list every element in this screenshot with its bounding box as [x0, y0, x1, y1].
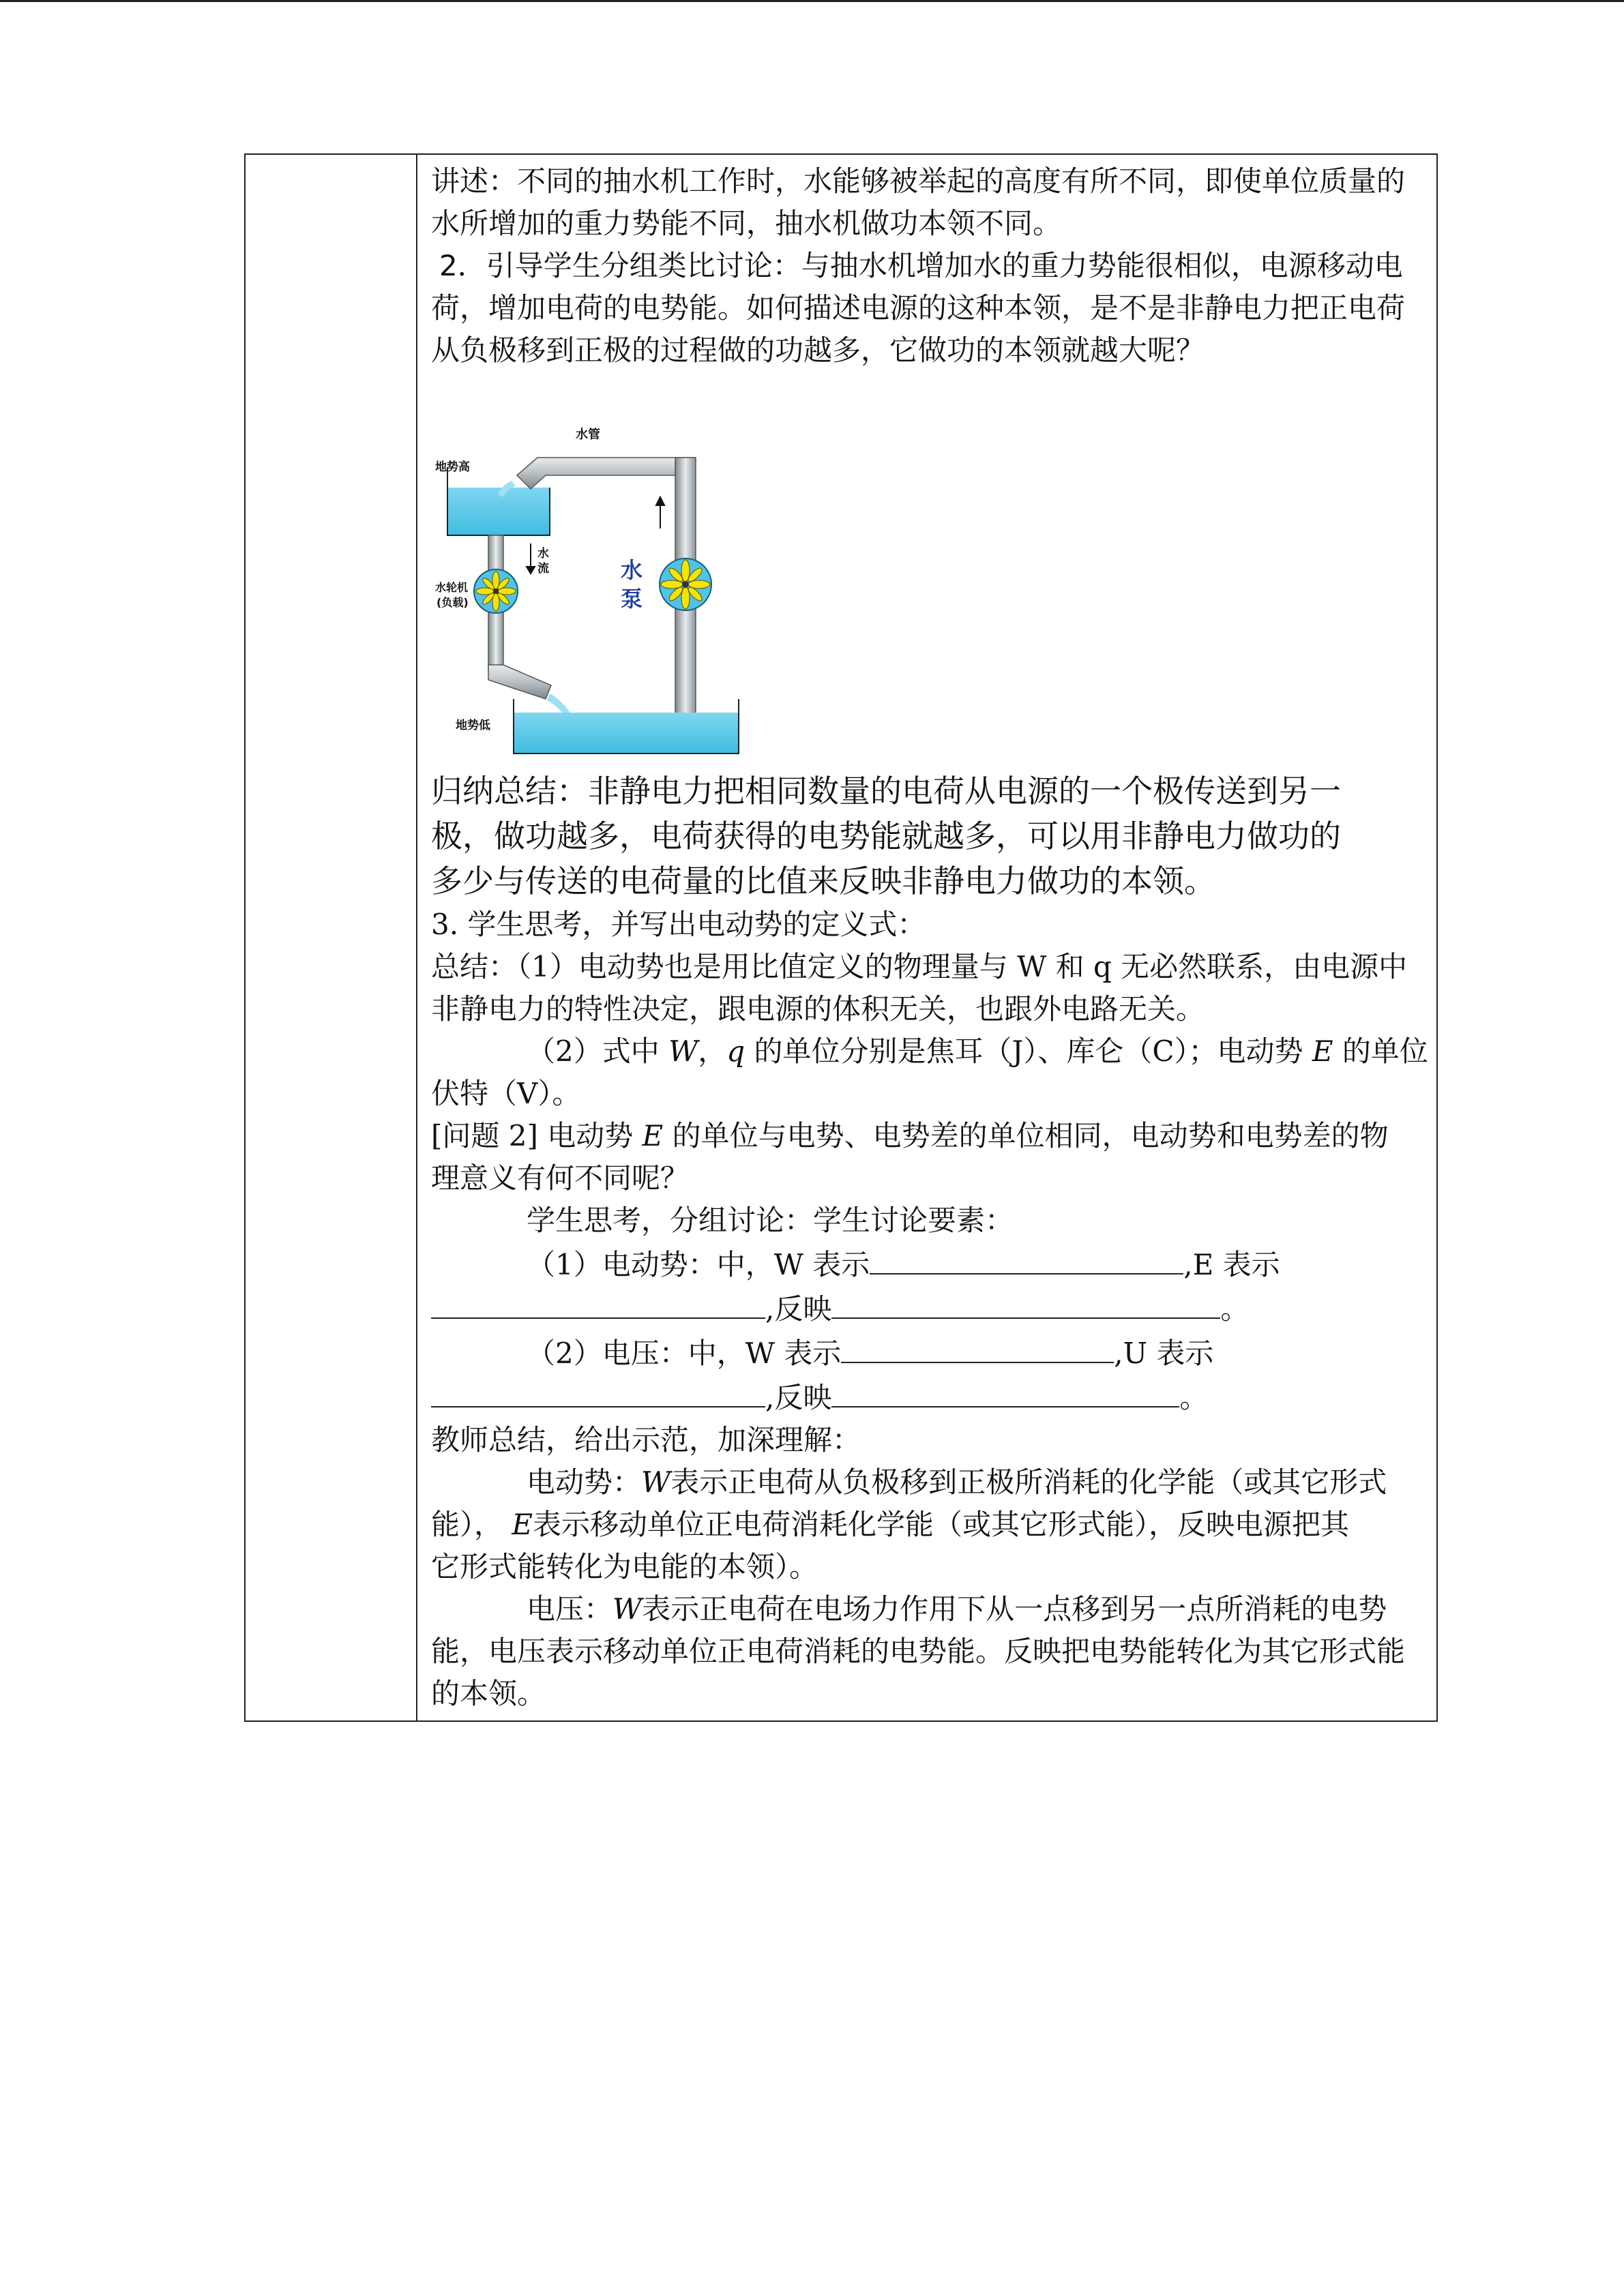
emf-e-blank[interactable] — [431, 1286, 765, 1319]
paragraph-guide-1: 2．引导学生分组类比讨论：与抽水机增加水的重力势能很相似，电源移动电 — [439, 249, 1403, 282]
emf-w-blank[interactable] — [870, 1242, 1183, 1274]
conclusion-line-2: 非静电力的特性决定，跟电源的体积无关，也跟外电路无关。 — [431, 992, 1205, 1026]
pipe-label: 水管 — [576, 428, 600, 442]
teacher-emf-line-1: 电动势：W表示正电荷从负极移到正极所消耗的化学能（或其它形式 — [527, 1465, 1387, 1499]
discussion-emf-line-1: （1）电动势：中，W 表示 ,E 表示 — [431, 1242, 1428, 1286]
low-ground-label: 地势低 — [456, 719, 490, 732]
main-content-cell — [417, 154, 1437, 1721]
flow-label-1: 水 — [537, 547, 549, 561]
voltage-reflect-blank[interactable] — [831, 1375, 1179, 1407]
flow-down-arrow — [527, 543, 535, 573]
pump-wheel — [660, 558, 711, 610]
pump-label-2: 泵 — [621, 586, 643, 612]
teacher-voltage-line-3: 的本领。 — [431, 1677, 546, 1710]
discussion-emf-line-2: ,反映 。 — [431, 1286, 1428, 1330]
teacher-voltage-line-2: 能，电压表示移动单位正电荷消耗的电势能。反映把电势能转化为其它形式能 — [431, 1635, 1406, 1668]
question-2-line-1: [问题 2] 电动势 E 的单位与电势、电势差的单位相同，电动势和电势差的物 — [431, 1119, 1389, 1152]
teacher-voltage-line-1: 电压：W表示正电荷在电场力作用下从一点移到另一点所消耗的电势 — [527, 1592, 1387, 1626]
summary-line-2: 极，做功越多，电荷获得的电势能就越多，可以用非静电力做功的 — [431, 818, 1341, 854]
conclusion-line-3: （2）式中 W，q 的单位分别是焦耳（J）、库仑（C）；电动势 E 的单位 — [527, 1034, 1428, 1068]
teacher-emf-line-3: 它形式能转化为电能的本领）。 — [431, 1550, 818, 1583]
summary-line-3: 多少与传送的电荷量的比值来反映非静电力做功的本领。 — [431, 863, 1215, 899]
paragraph-guide-2: 荷，增加电荷的电势能。如何描述电源的这种本领，是不是非静电力把正电荷 — [431, 291, 1406, 325]
turbine-label: 水轮机 — [435, 581, 469, 594]
voltage-w-blank[interactable] — [841, 1330, 1114, 1363]
paragraph-guide-3: 从负极移到正极的过程做的功越多，它做功的本领就越大呢？ — [431, 333, 1205, 367]
flow-label-2: 流 — [537, 562, 549, 576]
top-pipe — [517, 458, 694, 489]
lower-tank-water — [514, 713, 739, 754]
page-top-rule — [0, 0, 1624, 2]
conclusion-line-1: 总结：（1）电动势也是用比值定义的物理量与 W 和 q 无必然联系，由电源中 — [431, 950, 1408, 983]
step-3-line: 3. 学生思考，并写出电动势的定义式： — [431, 908, 926, 941]
discussion-intro: 学生思考，分组讨论：学生讨论要素： — [527, 1204, 1014, 1237]
conclusion-line-4: 伏特（V）。 — [431, 1077, 581, 1110]
discussion-voltage-line-2: ,反映 。 — [431, 1375, 1428, 1419]
turbine-wheel — [474, 569, 518, 613]
paragraph-narration-2: 水所增加的重力势能不同，抽水机做功本领不同。 — [431, 207, 1062, 240]
pump-label-1: 水 — [621, 557, 643, 583]
discussion-voltage-line-1: （2）电压：中，W 表示 ,U 表示 — [431, 1330, 1428, 1375]
left-column-cell — [245, 154, 417, 1721]
left-elbow-pipe — [488, 665, 551, 699]
high-ground-label: 地势高 — [435, 460, 470, 474]
paragraph-narration-1: 讲述：不同的抽水机工作时，水能够被举起的高度有所不同，即使单位质量的 — [431, 164, 1406, 198]
lesson-table — [244, 153, 1438, 1722]
voltage-u-blank[interactable] — [431, 1375, 765, 1407]
summary-line-1: 归纳总结：非静电力把相同数量的电荷从电源的一个极传送到另一 — [431, 773, 1341, 809]
pump-up-arrow — [656, 497, 664, 528]
emf-reflect-blank[interactable] — [831, 1286, 1220, 1319]
load-label: (负载) — [437, 596, 469, 609]
water-pump-analogy-figure — [435, 426, 749, 760]
question-2-line-2: 理意义有何不同呢？ — [431, 1161, 690, 1195]
water-circuit-diagram — [435, 426, 749, 760]
teacher-emf-line-2: 能）， E表示移动单位正电荷消耗化学能（或其它形式能），反映电源把其 — [431, 1508, 1350, 1541]
teacher-summary-intro: 教师总结，给出示范，加深理解： — [431, 1423, 861, 1457]
